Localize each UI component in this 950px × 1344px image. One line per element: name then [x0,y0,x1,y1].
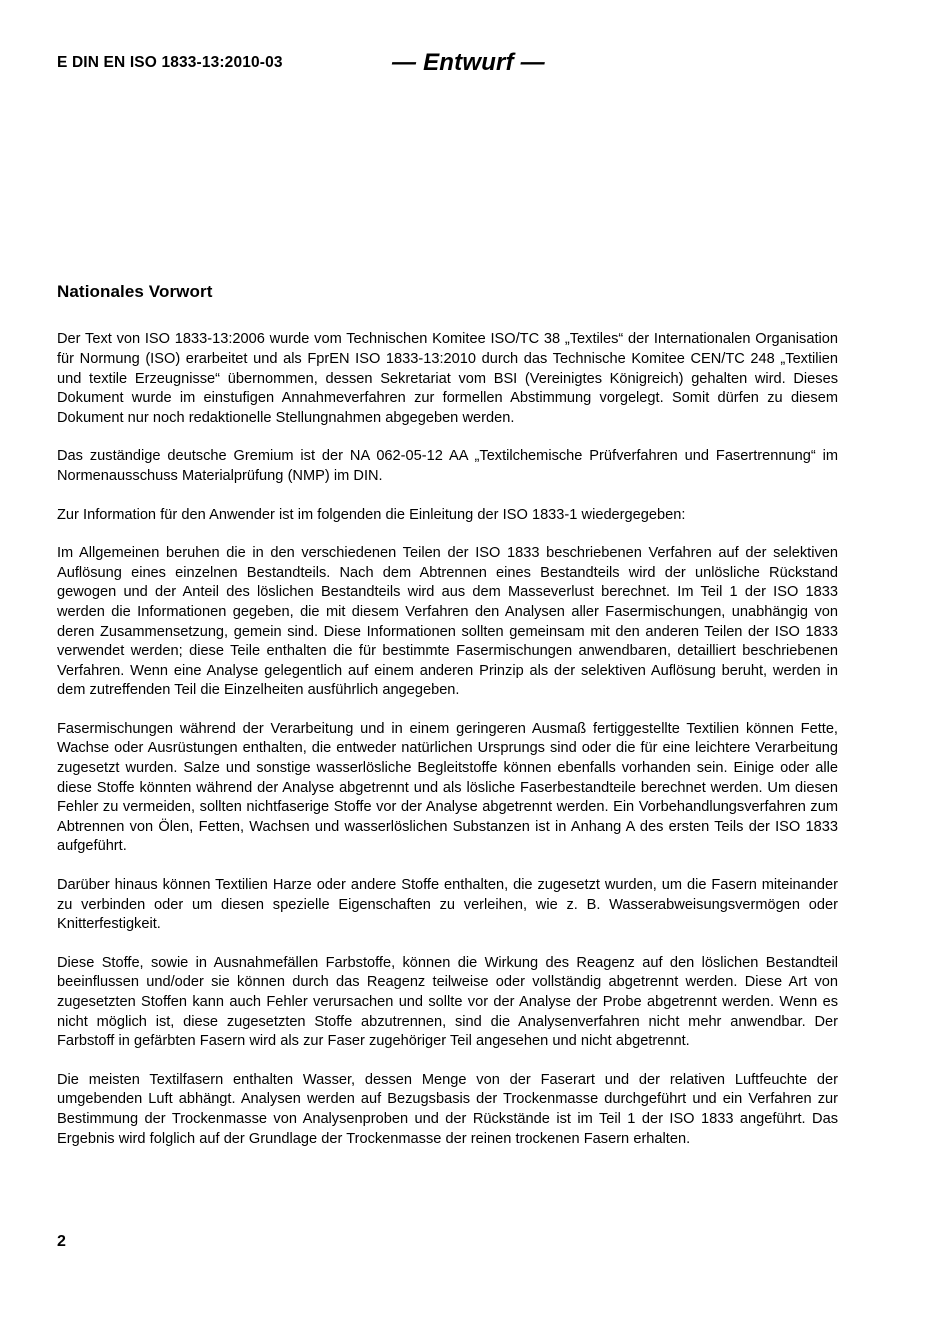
page-footer [57,1233,895,1251]
body-paragraph: Der Text von ISO 1833-13:2006 wurde vom Technischen Komitee ISO/TC 38 „Textiles“ der Internationalen Organisation für Normung (ISO) erarbeitet und als FprEN ISO 1833-13:2010 durch das Technische Komitee CEN/TC 248 „Textilien und textile Erzeugnisse“ übernommen, dessen Sekretariat vom BSI (Vereinigtes Königreich) gehalten wird. Dieses Dokument wurde im einstufigen Annahmeverfahren zur formellen Abstimmung vorgelegt. Somit dürfen zu diesem Dokument nur noch redaktionelle Stellungnahmen abgegeben werden. [57,331,838,426]
body-paragraph: Fasermischungen während der Verarbeitung und in einem geringeren Ausmaß fertiggestellte Textilien können Fette, Wachse oder Ausrüstungen enthalten, die entweder natürlichen Ursprungs sind oder die für eine leichtere Verarbeitung zugesetzt wurden. Salze und sonstige wasserlösliche Begleitstoffe können ebenfalls vorhanden sein. Einige oder alle diese Stoffe könnten während der Analyse abgetrennt und als lösliche Faserbestandteile berechnet werden. Um diesen Fehler zu vermeiden, sollten nichtfaserige Stoffe vor der Analyse abgetrennt werden. Ein Vorbehandlungsverfahren zum Abtrennen von Ölen, Fetten, Wachsen und wasserlöslichen Substanzen ist in Anhang A des ersten Teils der ISO 1833 aufgeführt. [57,720,838,855]
page-header [57,49,895,84]
body-paragraph: Zur Information für den Anwender ist im folgenden die Einleitung der ISO 1833-1 wiedergegeben: [57,506,686,523]
body-paragraph: Die meisten Textilfasern enthalten Wasser, dessen Menge von der Faserart und der relativen Luftfeuchte der umgebenden Luft abhängt. Analysen werden auf Bezugsbasis der Trockenmasse durchgeführt und ein Verfahren zur Bestimmung der Trockenmasse von Analysenproben und der Rückstände ist im Teil 1 der ISO 1833 angeführt. Das Ergebnis wird folglich auf der Grundlage der Trockenmasse der reinen trockenen Fasern erhalten. [57,1071,838,1147]
body-paragraph: Im Allgemeinen beruhen die in den verschiedenen Teilen der ISO 1833 beschriebenen Verfahren auf der selektiven Auflösung eines einzelnen Bestandteils. Nach dem Abtrennen eines Bestandteils wird der unlösliche Rückstand gewogen und der Anteil des löslichen Bestandteils wird aus dem Masseverlust berechnet. Im Teil 1 der ISO 1833 werden die Informationen gegeben, die mit diesem Verfahren den Analysen aller Fasermischungen, unabhängig von deren Zusammensetzung, gemein sind. Diese Informationen sollten gemeinsam mit den anderen Teilen der ISO 1833 verwendet werden; diese Teile enthalten die für bestimmte Fasermischungen anwendbaren, detailliert beschriebenen Verfahren. Wenn eine Analyse gelegentlich auf einem anderen Prinzip als der selektiven Auflösung beruht, werden in dem zutreffenden Teil die Einzelheiten ausführlich angegeben. [57,545,838,699]
body-paragraph: Darüber hinaus können Textilien Harze oder andere Stoffe enthalten, die zugesetzt wurden, um die Fasern miteinander zu verbinden oder um diesen spezielle Eigenschaften zu verleihen, wie z. B. Wasserabweisungsvermögen oder Knitterfestigkeit. [57,877,838,933]
document-number: E DIN EN ISO 1833-13:2010-03 [57,54,283,71]
body-paragraph: Das zuständige deutsche Gremium ist der NA 062-05-12 AA „Textilchemische Prüfverfahren und Fasertrennung“ im Normenausschuss Materialprüfung (NMP) im DIN. [57,448,838,484]
page-number: 2 [57,1233,66,1250]
section-heading-nationales-vorwort: Nationales Vorwort [57,282,213,301]
document-body [57,282,838,1149]
body-paragraph: Diese Stoffe, sowie in Ausnahmefällen Farbstoffe, können die Wirkung des Reagenz auf den löslichen Bestandteil beeinflussen und/oder sie können durch das Reagenz teilweise oder vollständig abgetrennt werden. Diese Art von zugesetzten Stoffen kann auch Fehler verursachen und sollte vor der Analyse der Probe abgetrennt werden. Wenn es nicht möglich ist, diese zugesetzten Stoffe abzutrennen, sind die Analysenverfahren nicht mehr anwendbar. Der Farbstoff in gefärbten Fasern wird als zur Faser zugehöriger Teil angesehen und nicht abgetrennt. [57,954,838,1050]
draft-status-label: — Entwurf — [392,49,545,76]
